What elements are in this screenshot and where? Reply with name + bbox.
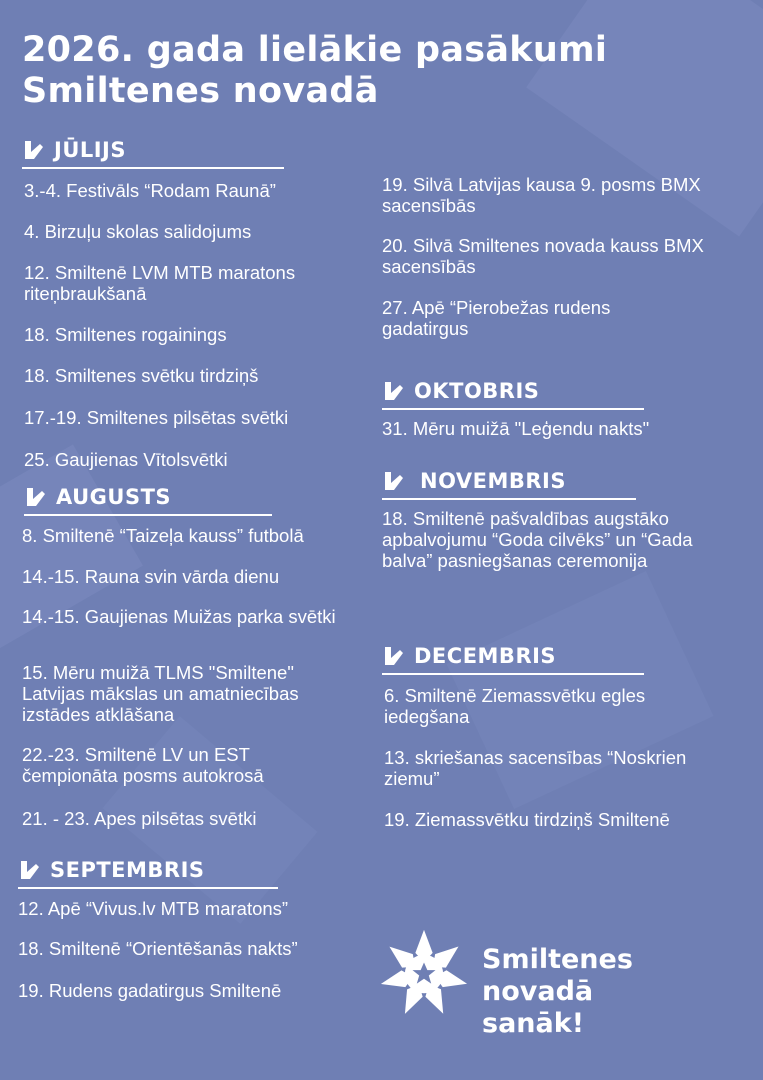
bookmark-leaf-icon bbox=[18, 858, 42, 882]
section-oktobris bbox=[382, 376, 644, 410]
event-item: 27. Apē “Pierobežas rudens gadatirgus bbox=[382, 297, 611, 339]
event-item: 14.-15. Gaujienas Muižas parka svētki bbox=[22, 606, 336, 627]
snowflake-flower-icon bbox=[376, 926, 472, 1022]
event-item: 20. Silvā Smiltenes novada kauss BMX sacensībās bbox=[382, 235, 704, 277]
section-septembris bbox=[18, 855, 278, 889]
section-title: AUGUSTS bbox=[56, 485, 172, 509]
section-decembris bbox=[382, 641, 644, 675]
bookmark-leaf-icon bbox=[382, 469, 406, 493]
event-item: 14.-15. Rauna svin vārda dienu bbox=[22, 566, 280, 587]
section-title: SEPTEMBRIS bbox=[50, 858, 205, 882]
event-item: 18. Smiltenes rogainings bbox=[24, 324, 227, 345]
bookmark-leaf-icon bbox=[382, 644, 406, 668]
section-novembris bbox=[382, 466, 636, 500]
section-title: JŪLIJS bbox=[54, 138, 126, 162]
event-item: 8. Smiltenē “Taizeļa kauss” futbolā bbox=[22, 525, 304, 546]
event-item: 4. Birzuļu skolas salidojums bbox=[24, 221, 252, 242]
logo-text-line2: sanāk! bbox=[482, 1008, 585, 1039]
event-item: 12. Smiltenē LVM MTB maratons riteņbraukšanā bbox=[24, 262, 296, 304]
event-item: 19. Rudens gadatirgus Smiltenē bbox=[18, 980, 282, 1001]
section-divider bbox=[382, 673, 644, 675]
event-item: 18. Smiltenes svētku tirdziņš bbox=[24, 365, 259, 386]
event-item: 31. Mēru muižā "Leģendu nakts" bbox=[382, 418, 650, 439]
section-julijs bbox=[22, 135, 284, 169]
bookmark-leaf-icon bbox=[22, 138, 46, 162]
event-item: 17.-19. Smiltenes pilsētas svētki bbox=[24, 407, 289, 428]
bookmark-leaf-icon bbox=[382, 379, 406, 403]
section-title: DECEMBRIS bbox=[414, 644, 557, 668]
logo-text-line1: Smiltenes novadā bbox=[482, 944, 633, 1007]
section-divider bbox=[382, 408, 644, 410]
bookmark-leaf-icon bbox=[24, 485, 48, 509]
page-title bbox=[22, 30, 607, 112]
event-item: 22.-23. Smiltenē LV un EST čempionāta posms autokrosā bbox=[22, 744, 264, 786]
section-divider bbox=[382, 498, 636, 500]
event-item: 18. Smiltenē pašvaldības augstāko apbalvojumu “Goda cilvēks” un “Gada balva” pasniegšanas ceremonija bbox=[382, 508, 693, 571]
event-item: 21. - 23. Apes pilsētas svētki bbox=[22, 808, 257, 829]
brand-logo bbox=[376, 926, 746, 1039]
event-item: 25. Gaujienas Vītolsvētki bbox=[24, 449, 228, 470]
title-line1: 2026. gada lielākie pasākumi bbox=[22, 30, 608, 70]
section-divider bbox=[22, 167, 284, 169]
title-line2: Smiltenes novadā bbox=[22, 71, 379, 111]
event-item: 12. Apē “Vivus.lv MTB maratons” bbox=[18, 898, 289, 919]
event-item: 19. Ziemassvētku tirdziņš Smiltenē bbox=[384, 809, 670, 830]
event-item: 3.-4. Festivāls “Rodam Raunā” bbox=[24, 180, 276, 201]
section-title: OKTOBRIS bbox=[414, 379, 540, 403]
section-divider bbox=[18, 887, 278, 889]
section-title: NOVEMBRIS bbox=[420, 469, 566, 493]
event-item: 15. Mēru muižā TLMS "Smiltene" Latvijas mākslas un amatniecības izstādes atklāšana bbox=[22, 662, 299, 725]
section-augusts bbox=[24, 482, 272, 516]
event-item: 18. Smiltenē “Orientēšanās nakts” bbox=[18, 938, 298, 959]
event-item: 6. Smiltenē Ziemassvētku egles iedegšana bbox=[384, 685, 646, 727]
event-item: 13. skriešanas sacensības “Noskrien ziemu” bbox=[384, 747, 687, 789]
section-divider bbox=[24, 514, 272, 516]
event-item: 19. Silvā Latvijas kausa 9. posms BMX sacensībās bbox=[382, 174, 701, 216]
